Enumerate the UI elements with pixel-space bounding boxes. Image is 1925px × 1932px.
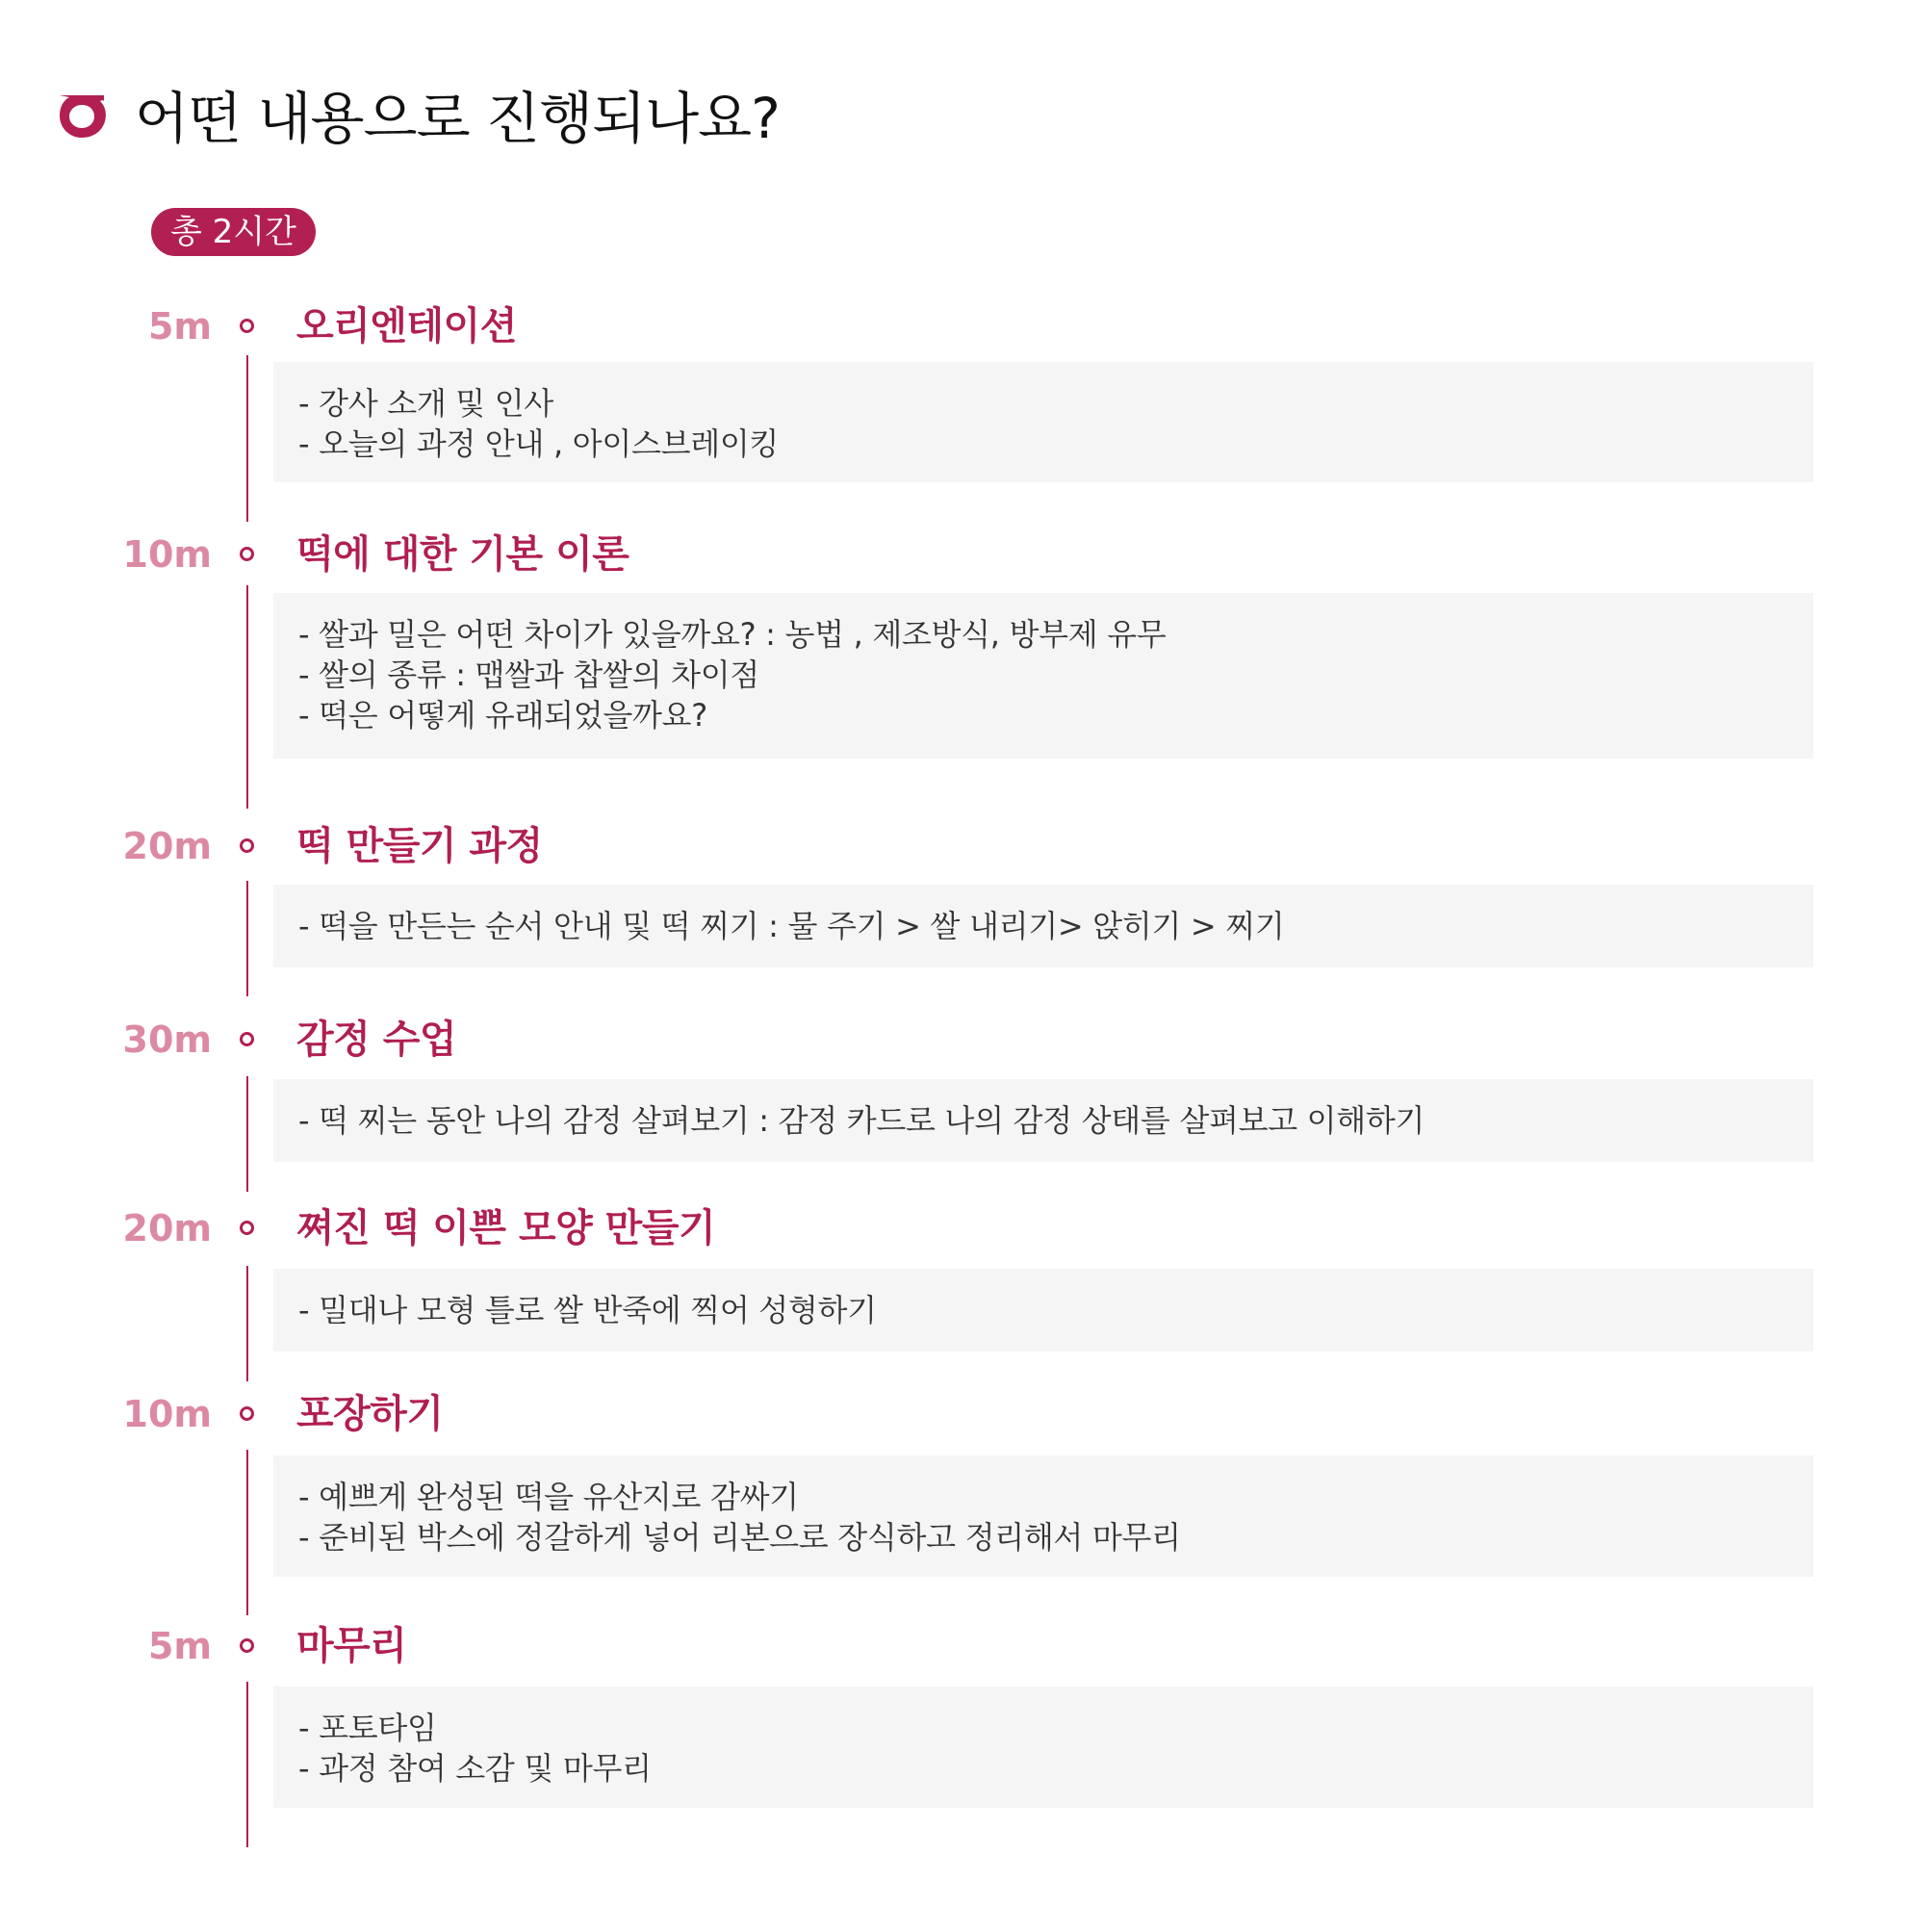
section-title: 포장하기 <box>296 1392 444 1436</box>
content-line: - 준비된 박스에 정갈하게 넣어 리본으로 장식하고 정리해서 마무리 <box>298 1519 1181 1556</box>
section-content-box <box>273 885 1813 967</box>
section-title: 떡 만들기 과정 <box>296 824 543 868</box>
timeline-dot <box>240 1638 254 1653</box>
section-duration: 20m <box>122 825 212 867</box>
timeline-dot <box>240 1406 254 1421</box>
timeline-dot <box>240 319 254 333</box>
timeline-dot <box>240 547 254 561</box>
timeline-dot <box>240 1221 254 1235</box>
section-content-box <box>273 1269 1813 1352</box>
content-line: - 밀대나 모형 틀로 쌀 반죽에 찍어 성형하기 <box>298 1292 877 1328</box>
section-duration: 5m <box>147 305 212 348</box>
content-line: - 포토타임 <box>298 1710 437 1746</box>
content-line: - 오늘의 과정 안내 , 아이스브레이킹 <box>298 425 780 462</box>
total-duration-badge: 총 2시간 <box>151 208 316 256</box>
timeline-line <box>246 1076 248 1192</box>
timeline-line <box>246 585 248 809</box>
content-line: - 떡은 어떻게 유래되었을까요? <box>298 697 707 734</box>
content-line: - 쌀과 밀은 어떤 차이가 있을까요? : 농법 , 제조방식, 방부제 유무 <box>298 616 1167 653</box>
section-duration: 30m <box>122 1018 212 1061</box>
section-title: 떡에 대한 기본 이론 <box>296 532 629 577</box>
timeline-line <box>246 1682 248 1847</box>
section-duration: 10m <box>122 1393 212 1435</box>
section-duration: 5m <box>147 1625 212 1667</box>
section-title: 감정 수업 <box>296 1018 456 1062</box>
timeline-line <box>246 881 248 996</box>
timeline-dot <box>240 838 254 853</box>
timeline-line <box>246 1266 248 1381</box>
page-title: 어떤 내용으로 진행되나요? <box>135 86 780 151</box>
section-content-box <box>273 1687 1813 1808</box>
content-line: - 떡 찌는 동안 나의 감정 살펴보기 : 감정 카드로 나의 감정 상태를 살펴보고 이해하기 <box>298 1102 1425 1139</box>
content-line: - 쌀의 종류 : 맵쌀과 찹쌀의 차이점 <box>298 657 759 693</box>
section-content-box <box>273 593 1813 759</box>
section-title: 쪄진 떡 이쁜 모양 만들기 <box>296 1206 716 1250</box>
timeline-line <box>246 355 248 522</box>
content-line: - 강사 소개 및 인사 <box>298 385 554 422</box>
section-title: 오리엔테이션 <box>296 304 517 348</box>
content-line: - 과정 참여 소감 및 마무리 <box>298 1750 652 1787</box>
section-content-box <box>273 1079 1813 1162</box>
section-title: 마무리 <box>296 1624 407 1668</box>
timeline-line <box>246 1450 248 1615</box>
content-line: - 예쁘게 완성된 떡을 유산지로 감싸기 <box>298 1479 799 1515</box>
section-content-box <box>273 362 1813 482</box>
content-line: - 떡을 만든는 순서 안내 및 떡 찌기 : 물 주기 > 쌀 내리기> 앉히기 > 찌기 <box>298 908 1285 944</box>
timeline-dot <box>240 1032 254 1046</box>
section-content-box <box>273 1455 1813 1577</box>
section-duration: 20m <box>122 1207 212 1249</box>
page-header <box>54 75 780 152</box>
brand-ring-icon <box>54 86 110 142</box>
section-duration: 10m <box>122 533 212 576</box>
